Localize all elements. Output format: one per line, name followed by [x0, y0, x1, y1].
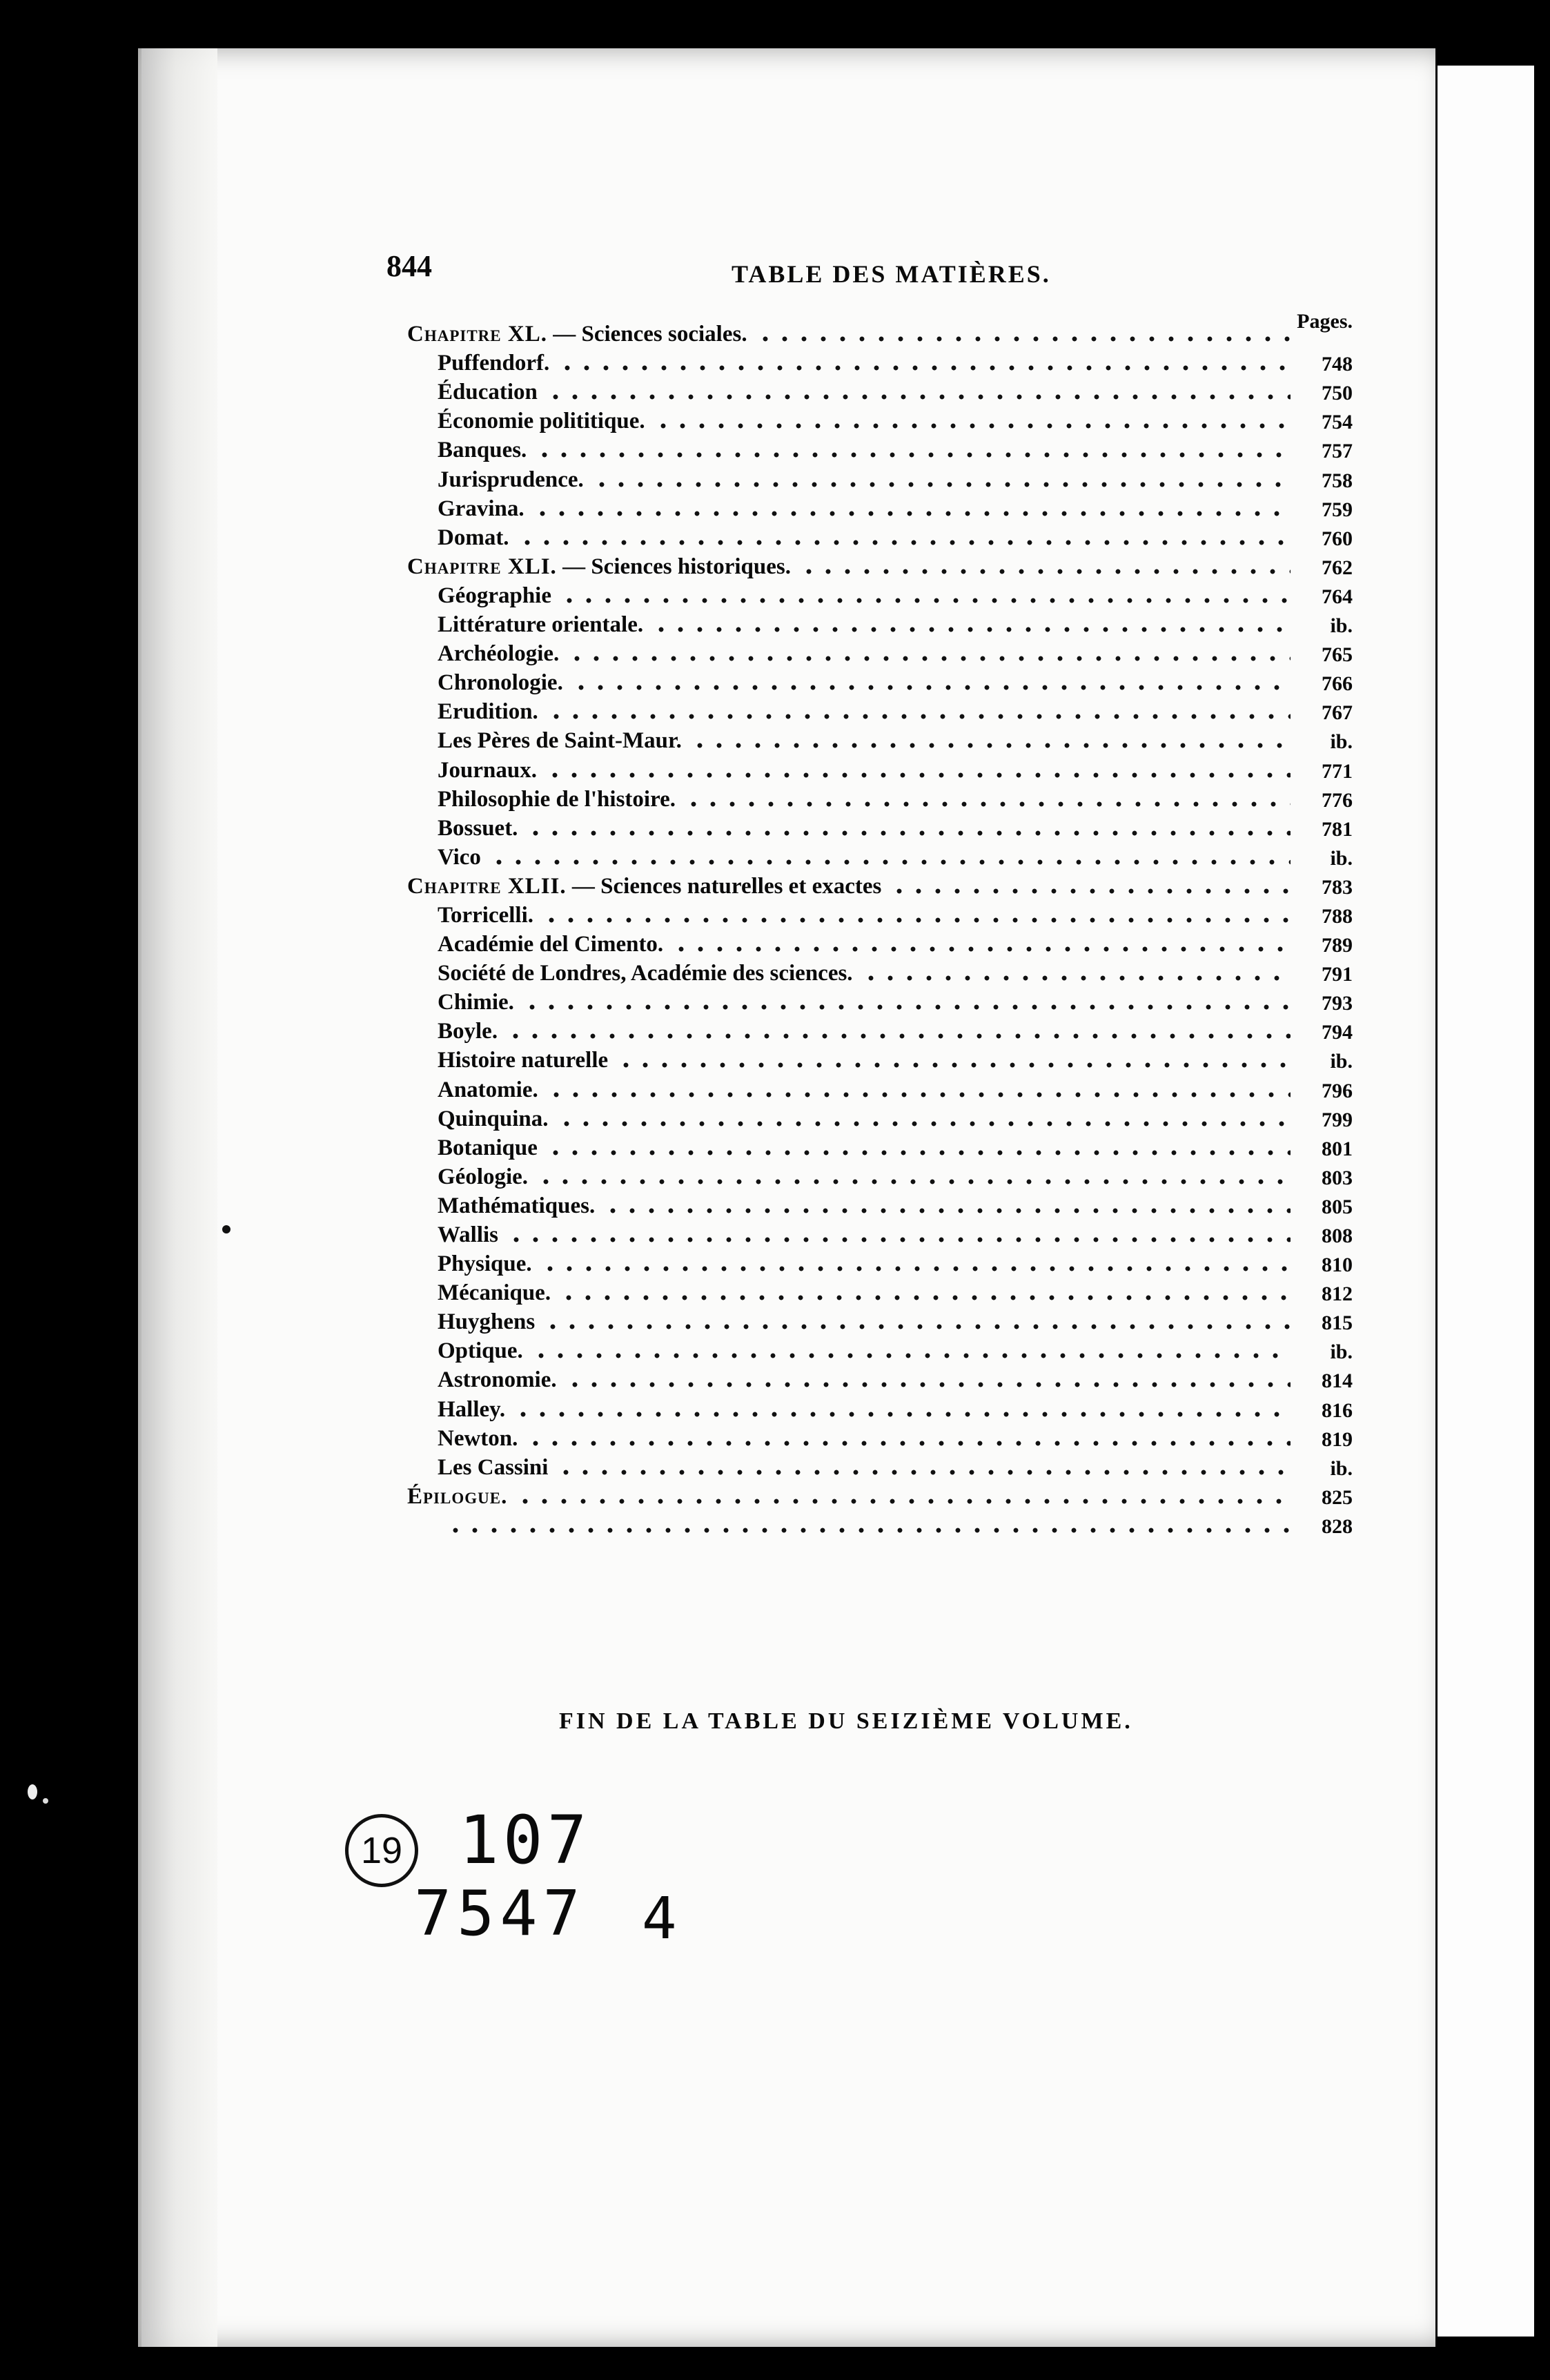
stamp-shelfmark-volume: 4 — [642, 1884, 677, 1952]
toc-entry-label — [438, 498, 524, 520]
toc-page-number: 808 — [1322, 1225, 1353, 1247]
toc-entry-text: Mathématiques. — [438, 1193, 596, 1218]
toc-page-number: 814 — [1322, 1369, 1353, 1393]
toc-entry-label — [438, 1108, 549, 1131]
toc-page-number: 754 — [1322, 411, 1353, 434]
toc-entry-text: Domat. — [438, 525, 509, 550]
toc-entry-row — [407, 1043, 1353, 1072]
toc-entry-row — [407, 927, 1353, 956]
dot-leader — [571, 685, 1291, 690]
toc-entry-row — [407, 636, 1353, 665]
toc-page-number: 801 — [1322, 1137, 1353, 1160]
toc-page-number: 783 — [1322, 875, 1353, 899]
dot-leader — [546, 1150, 1291, 1155]
toc-page-number: 816 — [1322, 1398, 1353, 1422]
toc-rows — [407, 314, 1353, 1537]
toc-entry-row — [407, 1247, 1353, 1276]
toc-page-number: 764 — [1322, 585, 1353, 608]
toc-entry-text: — Sciences historiques. — [556, 554, 791, 579]
dot-leader — [522, 1004, 1291, 1010]
toc-entry-text: Puffendorf. — [438, 351, 550, 376]
toc-entry-text: — Sciences naturelles et exactes — [566, 873, 882, 899]
dot-leader — [756, 336, 1291, 342]
toc-entry-row — [407, 1189, 1353, 1218]
toc-entry-row — [407, 1305, 1353, 1334]
toc-entry-label — [438, 1456, 548, 1479]
toc-entry-label — [438, 643, 559, 665]
toc-entry-row — [407, 1276, 1353, 1305]
toc-page-number: 788 — [1322, 904, 1353, 928]
toc-entry-label — [438, 410, 645, 433]
toc-entry-text: Newton. — [438, 1425, 518, 1451]
toc-entry-row — [407, 346, 1353, 375]
toc-entry-text: Éducation — [438, 380, 538, 405]
table-of-contents — [407, 310, 1353, 1538]
toc-entry-label — [438, 1340, 523, 1363]
toc-entry-label — [438, 439, 527, 462]
toc-entry-label — [438, 1369, 557, 1392]
toc-page-number: ib. — [1330, 1050, 1353, 1073]
toc-entry-row — [407, 723, 1353, 752]
toc-page-number: 815 — [1322, 1311, 1353, 1335]
toc-entry-text: Erudition. — [438, 699, 538, 725]
toc-entry-row — [407, 1392, 1353, 1421]
toc-page-number: 805 — [1322, 1195, 1353, 1218]
toc-entry-row — [407, 1160, 1353, 1189]
toc-entry-text: Vico — [438, 844, 481, 870]
toc-entry-row — [407, 404, 1353, 433]
dot-leader — [592, 482, 1291, 487]
toc-entry-row — [407, 956, 1353, 985]
toc-page-number: 760 — [1322, 527, 1353, 550]
toc-entry-label — [438, 469, 584, 491]
dot-leader — [567, 656, 1291, 661]
toc-chapter-row — [407, 869, 1353, 898]
toc-entry-text: Botanique — [438, 1135, 538, 1160]
toc-entry-label — [407, 556, 791, 578]
toc-chapter-prefix: Chapitre XL. — [407, 322, 547, 347]
toc-page-number: 796 — [1322, 1079, 1353, 1102]
toc-page-number: 781 — [1322, 817, 1353, 841]
toc-entry-row — [407, 491, 1353, 520]
dot-leader — [558, 365, 1291, 371]
dot-leader — [489, 859, 1291, 865]
toc-entry-text: Société de Londres, Académie des sciences. — [438, 961, 853, 986]
toc-entry-text: Académie del Cimento. — [438, 932, 664, 957]
dot-leader — [861, 975, 1291, 981]
toc-entry-row — [407, 1131, 1353, 1160]
toc-entry-row — [407, 840, 1353, 869]
dot-leader — [684, 801, 1291, 807]
dot-leader — [557, 1121, 1291, 1126]
dot-leader — [518, 540, 1291, 545]
toc-entry-text: — Sciences sociales. — [547, 322, 747, 347]
toc-entry-row — [407, 433, 1353, 462]
toc-entry-label — [438, 1049, 608, 1072]
toc-page-number: 759 — [1322, 498, 1353, 521]
toc-page-number: 810 — [1322, 1254, 1353, 1277]
toc-entry-text: Boyle. — [438, 1019, 498, 1044]
pages-column-label: Pages. — [1297, 310, 1353, 333]
dot-leader — [540, 1266, 1291, 1271]
toc-entry-label — [438, 1137, 538, 1160]
toc-page-number: 819 — [1322, 1427, 1353, 1451]
toc-entry-text: Les Pères de Saint-Maur. — [438, 728, 682, 754]
toc-entry-row — [407, 782, 1353, 811]
dot-leader — [543, 1324, 1291, 1329]
toc-entry-row — [407, 898, 1353, 927]
toc-entry-text: Bossuet. — [438, 815, 518, 841]
toc-page-number: 758 — [1322, 469, 1353, 492]
toc-entry-row — [407, 1334, 1353, 1363]
stamp-shelfmark-line2: 7547 — [414, 1877, 586, 1950]
dot-leader — [536, 1179, 1291, 1184]
toc-page-number: ib. — [1330, 730, 1353, 754]
toc-page-number: 748 — [1322, 353, 1353, 376]
dot-leader — [890, 888, 1291, 894]
dot-leader — [565, 1382, 1291, 1387]
toc-entry-row — [407, 1102, 1353, 1131]
toc-entry-row — [407, 1508, 1353, 1537]
toc-entry-text: Économie polititique. — [438, 409, 645, 434]
toc-chapter-prefix: Chapitre XLII. — [407, 873, 567, 899]
toc-page-number: 825 — [1322, 1485, 1353, 1509]
toc-entry-label — [438, 352, 549, 375]
toc-entry-label — [438, 1195, 595, 1218]
toc-entry-label — [438, 730, 682, 752]
dot-leader — [526, 1441, 1291, 1446]
toc-entry-text: Géologie. — [438, 1164, 529, 1189]
dot-leader — [799, 569, 1291, 574]
toc-entry-text: Archéologie. — [438, 641, 560, 667]
toc-entry-label — [438, 1224, 498, 1247]
toc-entry-row — [407, 1014, 1353, 1043]
toc-entry-label — [438, 962, 853, 985]
toc-entry-text: Histoire naturelle — [438, 1048, 609, 1073]
toc-page-number: ib. — [1330, 1456, 1353, 1480]
toc-entry-label — [438, 788, 676, 811]
dot-leader — [651, 627, 1291, 632]
toc-entry-label — [407, 323, 747, 346]
toc-entry-text: Chronologie. — [438, 670, 563, 696]
toc-entry-label — [438, 817, 518, 840]
toc-entry-text: Quinquina. — [438, 1106, 549, 1131]
toc-entry-row — [407, 1450, 1353, 1479]
toc-entry-label — [438, 585, 551, 607]
toc-entry-text: Mécanique. — [438, 1280, 551, 1306]
toc-entry-label — [438, 991, 514, 1014]
toc-chapter-prefix: Chapitre XLI. — [407, 554, 557, 579]
toc-entry-label — [438, 1253, 532, 1276]
toc-page-number: 771 — [1322, 759, 1353, 783]
toc-page-number: 762 — [1322, 556, 1353, 579]
dot-leader — [531, 1353, 1291, 1358]
toc-entry-label — [438, 381, 538, 404]
toc-entry-row — [407, 1363, 1353, 1392]
toc-entry-label — [438, 1166, 528, 1189]
toc-entry-label — [438, 933, 663, 956]
dot-leader — [513, 1412, 1291, 1417]
toc-entry-row — [407, 811, 1353, 840]
toc-entry-text: Géographie — [438, 583, 551, 608]
toc-page-number: 793 — [1322, 992, 1353, 1015]
toc-page-number: 766 — [1322, 672, 1353, 696]
toc-entry-label — [407, 1485, 507, 1508]
toc-entry-label — [438, 759, 537, 782]
toc-page-number: ib. — [1330, 846, 1353, 870]
dot-leader — [671, 946, 1291, 952]
toc-entry-row — [407, 607, 1353, 636]
toc-chapter-row — [407, 1479, 1353, 1508]
toc-page-number: 789 — [1322, 934, 1353, 957]
toc-page-number: ib. — [1330, 1340, 1353, 1364]
dot-leader — [556, 1470, 1291, 1475]
toc-entry-text: Torricelli. — [438, 902, 533, 928]
toc-chapter-row — [407, 317, 1353, 346]
toc-entry-label — [438, 1427, 518, 1450]
toc-entry-row — [407, 665, 1353, 694]
dot-leader — [559, 1295, 1291, 1300]
toc-entry-text: Chimie. — [438, 990, 514, 1015]
dot-leader — [506, 1033, 1291, 1039]
library-stamp — [345, 1802, 704, 1960]
dot-leader — [545, 772, 1291, 778]
toc-page-number: 750 — [1322, 382, 1353, 405]
page-header — [386, 248, 1090, 290]
toc-entry-label — [438, 1282, 551, 1305]
toc-entry-row — [407, 694, 1353, 723]
toc-page-number: ib. — [1330, 614, 1353, 638]
dot-leader — [533, 511, 1291, 516]
stamp-circle-number: 19 — [345, 1814, 418, 1887]
toc-entry-row — [407, 520, 1353, 549]
toc-entry-label — [438, 701, 538, 723]
toc-page-number: 803 — [1322, 1166, 1353, 1189]
dot-leader — [690, 743, 1291, 748]
toc-entry-text: Banques. — [438, 438, 527, 463]
toc-entry-text: Anatomie. — [438, 1077, 538, 1102]
dot-leader — [507, 1237, 1291, 1242]
toc-entry-text: Journaux. — [438, 757, 537, 783]
toc-entry-row — [407, 462, 1353, 491]
toc-entry-text: Optique. — [438, 1338, 523, 1364]
toc-page-number: 799 — [1322, 1108, 1353, 1131]
toc-entry-text: Wallis — [438, 1222, 499, 1247]
toc-page-number: 812 — [1322, 1282, 1353, 1306]
toc-entry-text: Astronomie. — [438, 1367, 557, 1393]
toc-entry-label — [438, 1020, 498, 1043]
toc-entry-row — [407, 578, 1353, 607]
toc-page-number: 776 — [1322, 788, 1353, 812]
dot-leader — [547, 1092, 1291, 1098]
toc-entry-label — [438, 527, 509, 549]
toc-entry-label — [438, 904, 533, 927]
dot-leader — [546, 394, 1291, 400]
dot-leader — [654, 423, 1291, 429]
toc-entry-label — [438, 1311, 535, 1334]
toc-entry-text: Littérature orientale. — [438, 612, 644, 638]
dot-leader — [616, 1062, 1291, 1068]
toc-page-number: 794 — [1322, 1021, 1353, 1044]
toc-page-number: 765 — [1322, 643, 1353, 667]
toc-chapter-prefix: Épilogue. — [407, 1483, 508, 1509]
toc-page-number: 767 — [1322, 701, 1353, 725]
toc-entry-label — [438, 1398, 505, 1421]
toc-entry-row — [407, 1072, 1353, 1101]
toc-entry-label — [438, 614, 643, 636]
toc-chapter-row — [407, 549, 1353, 578]
stamp-shelfmark-line1: 107 — [459, 1802, 591, 1879]
scan-artifact — [43, 1798, 48, 1804]
toc-entry-text: Les Cassini — [438, 1454, 549, 1480]
toc-page-number: 791 — [1322, 963, 1353, 986]
dot-leader — [516, 1499, 1291, 1504]
toc-entry-label — [438, 1079, 538, 1102]
toc-entry-row — [407, 1421, 1353, 1450]
end-of-table-note: FIN DE LA TABLE DU SEIZIÈME VOLUME. — [559, 1708, 1133, 1734]
toc-entry-text: Physique. — [438, 1251, 532, 1277]
dot-leader — [526, 830, 1291, 836]
toc-entry-label — [407, 875, 881, 898]
toc-entry-text: Gravina. — [438, 496, 524, 521]
toc-entry-label — [438, 846, 481, 869]
dot-leader — [542, 917, 1291, 923]
toc-entry-text: Huyghens — [438, 1309, 536, 1335]
toc-entry-row — [407, 375, 1353, 404]
ink-speck — [222, 1225, 230, 1233]
scan-artifact — [28, 1784, 37, 1799]
toc-page-number: 828 — [1322, 1514, 1353, 1538]
toc-entry-row — [407, 752, 1353, 781]
dot-leader — [547, 714, 1291, 719]
toc-entry-text: Philosophie de l'histoire. — [438, 786, 676, 812]
dot-leader — [560, 598, 1291, 603]
page-gutter-shadow — [141, 48, 217, 2347]
toc-entry-text: Halley. — [438, 1396, 506, 1422]
dot-leader — [603, 1208, 1291, 1213]
toc-entry-row — [407, 985, 1353, 1014]
next-page-edge — [1438, 66, 1534, 2337]
page-number: 844 — [386, 249, 432, 283]
dot-leader — [535, 452, 1291, 458]
running-title: TABLE DES MATIÈRES. — [732, 260, 1051, 288]
toc-entry-label — [438, 672, 563, 694]
dot-leader — [446, 1528, 1291, 1533]
toc-page-number: 757 — [1322, 440, 1353, 463]
toc-entry-text: Jurisprudence. — [438, 467, 584, 492]
toc-entry-row — [407, 1218, 1353, 1247]
